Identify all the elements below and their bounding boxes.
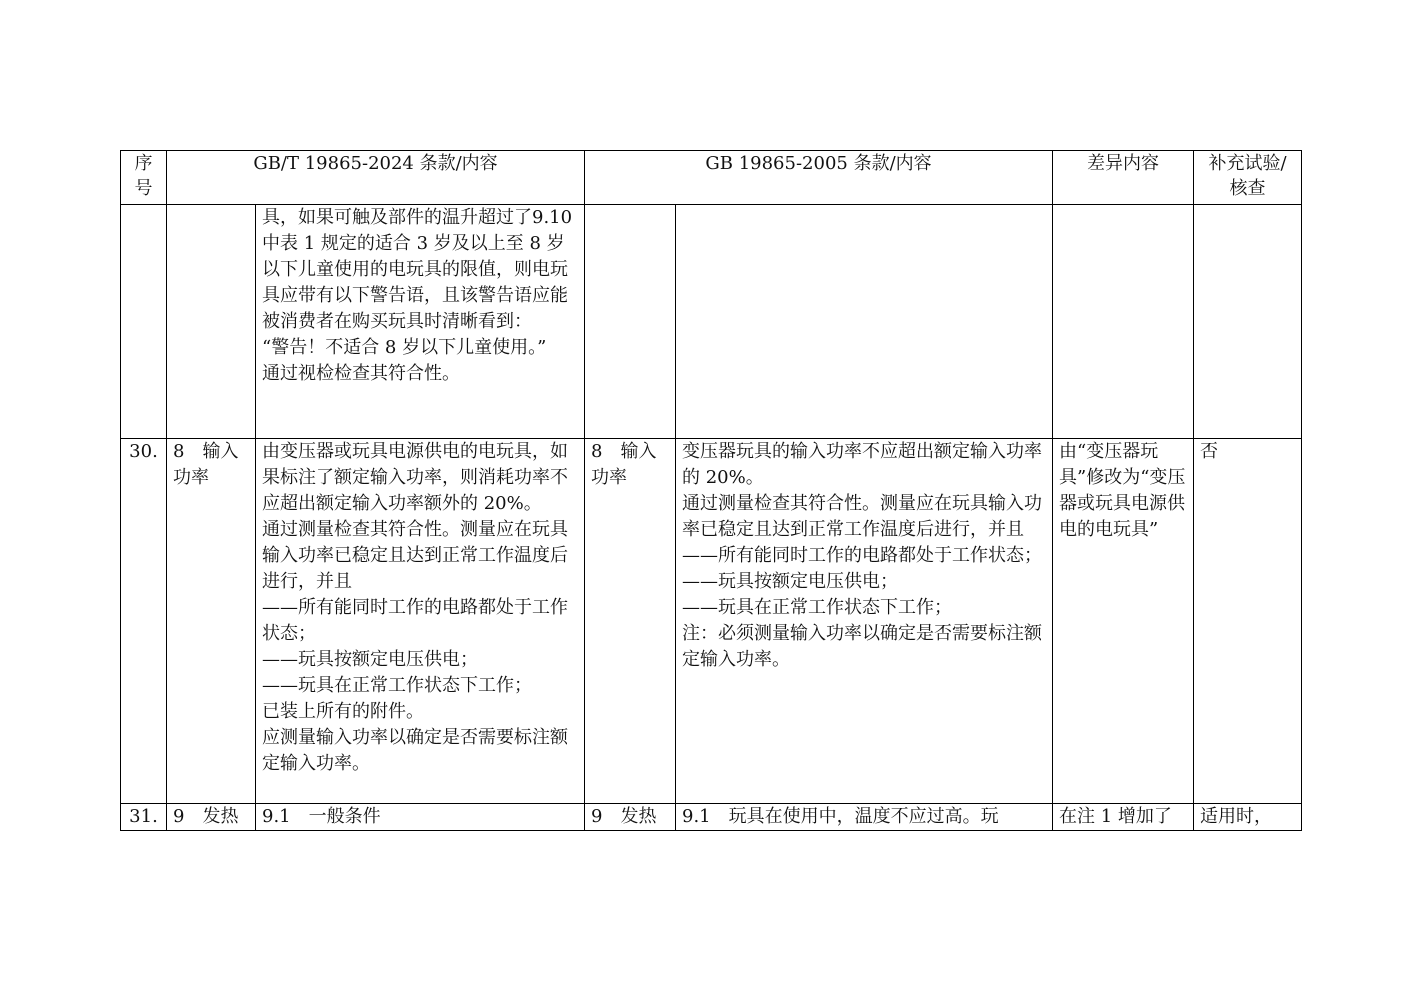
supplementary-check — [1194, 205, 1302, 439]
difference: 由“变压器玩具”修改为“变压器或玩具电源供电的电玩具” — [1053, 439, 1194, 804]
row-seq: 31. — [121, 804, 167, 831]
supplementary-check: 适用时， — [1194, 804, 1302, 831]
difference: 在注 1 增加了 — [1053, 804, 1194, 831]
header-supplementary-check: 补充试验/ 核查 — [1194, 151, 1302, 205]
new-clause: 8 输入功率 — [167, 439, 256, 804]
new-clause — [167, 205, 256, 439]
table-row — [121, 804, 1302, 831]
comparison-table — [120, 150, 1302, 831]
table-header-row — [121, 151, 1302, 205]
new-content: 由变压器或玩具电源供电的电玩具，如果标注了额定输入功率，则消耗功率不应超出额定输入功率额外的 20%。 通过测量检查其符合性。测量应在玩具输入功率已稳定且达到正常工作温度后进行，并且 ——所有能同时工作的电路都处于工作状态； ——玩具按额定电压供电； ——玩具在正常工作状态下工作； 已装上所有的附件。 应测量输入功率以确定是否需要标注额定输入功率。 — [256, 439, 585, 804]
new-clause: 9 发热 — [167, 804, 256, 831]
old-clause: 8 输入功率 — [585, 439, 676, 804]
old-clause: 9 发热 — [585, 804, 676, 831]
new-content: 9.1 一般条件 — [256, 804, 585, 831]
table-row — [121, 205, 1302, 439]
old-clause — [585, 205, 676, 439]
header-difference: 差异内容 — [1053, 151, 1194, 205]
table-row — [121, 439, 1302, 804]
new-content: 具，如果可触及部件的温升超过了9.10 中表 1 规定的适合 3 岁及以上至 8 岁以下儿童使用的电玩具的限值，则电玩具应带有以下警告语，且该警告语应能被消费者在购买玩具时清晰看到： “警告！不适合 8 岁以下儿童使用。” 通过视检检查其符合性。 — [256, 205, 585, 439]
old-content — [676, 205, 1053, 439]
header-old-standard: GB 19865-2005 条款/内容 — [585, 151, 1053, 205]
difference — [1053, 205, 1194, 439]
row-seq: 30. — [121, 439, 167, 804]
old-content: 变压器玩具的输入功率不应超出额定输入功率的 20%。 通过测量检查其符合性。测量应在玩具输入功率已稳定且达到正常工作温度后进行，并且 ——所有能同时工作的电路都处于工作状态； ——玩具按额定电压供电； ——玩具在正常工作状态下工作； 注：必须测量输入功率以确定是否需要标注额定输入功率。 — [676, 439, 1053, 804]
old-content: 9.1 玩具在使用中，温度不应过高。玩 — [676, 804, 1053, 831]
header-new-standard: GB/T 19865-2024 条款/内容 — [167, 151, 585, 205]
row-seq — [121, 205, 167, 439]
header-seq: 序 号 — [121, 151, 167, 205]
supplementary-check: 否 — [1194, 439, 1302, 804]
